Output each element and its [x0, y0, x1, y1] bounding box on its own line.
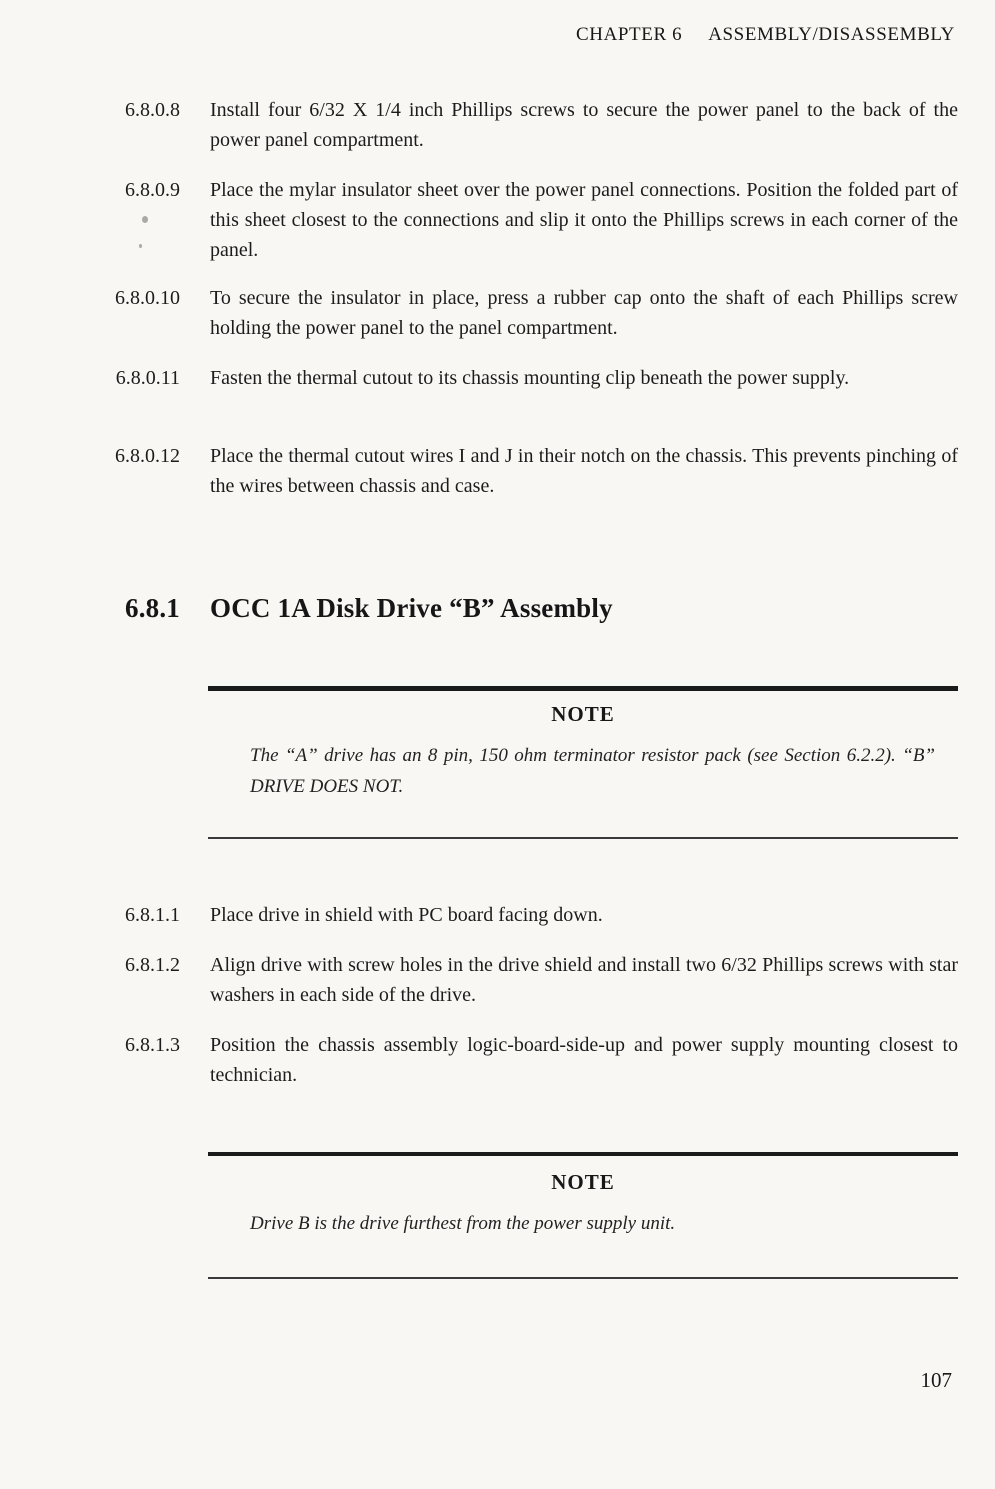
step-number: 6.8.0.12: [115, 445, 180, 467]
note-rule-bottom: [208, 1277, 958, 1279]
step-text: Fasten the thermal cutout to its chassis mounting clip beneath the power supply.: [210, 367, 850, 389]
running-header-title: ASSEMBLY/DISASSEMBLY: [708, 24, 955, 45]
note-text: Drive B is the drive furthest from the power supply unit.: [250, 1213, 676, 1234]
procedure-step: [0, 363, 958, 393]
procedure-step: [0, 1030, 958, 1090]
step-text: Align drive with screw holes in the drive shield and install two 6/32 Phillips screws with star washers in each side of the drive.: [210, 954, 958, 1006]
page-number: 107: [920, 1368, 952, 1392]
scan-artifact: [139, 244, 142, 248]
step-text: Install four 6/32 X 1/4 inch Phillips screws to secure the power panel to the back of the power panel compartment.: [210, 99, 958, 151]
procedure-step: [0, 900, 958, 930]
step-number: 6.8.0.8: [125, 99, 180, 121]
note-label: NOTE: [551, 702, 615, 726]
step-number: 6.8.0.10: [115, 287, 180, 309]
note-label: NOTE: [551, 1170, 615, 1194]
step-number: 6.8.1.2: [125, 954, 180, 976]
section-title: OCC 1A Disk Drive “B” Assembly: [210, 593, 613, 623]
note-rule-bottom: [208, 837, 958, 839]
section-heading: [0, 593, 958, 624]
note-rule-top: [208, 1152, 958, 1156]
note-text: The “A” drive has an 8 pin, 150 ohm terminator resistor pack (see Section 6.2.2). “B” DRIVE DOES NOT.: [250, 745, 935, 797]
step-text: Position the chassis assembly logic-board-side-up and power supply mounting closest to technician.: [210, 1034, 958, 1086]
step-text: Place the thermal cutout wires I and J in their notch on the chassis. This prevents pinching of the wires between chassis and case.: [210, 445, 958, 497]
section-number: 6.8.1: [125, 593, 180, 623]
step-text: To secure the insulator in place, press a rubber cap onto the shaft of each Phillips screw holding the power panel to the panel compartment.: [210, 287, 958, 339]
step-number: 6.8.1.3: [125, 1034, 180, 1056]
running-header-chapter: CHAPTER 6: [575, 24, 683, 45]
running-header: [576, 24, 955, 46]
step-number: 6.8.0.11: [115, 367, 180, 389]
step-number: 6.8.1.1: [125, 904, 180, 926]
scan-artifact: [142, 216, 148, 223]
procedure-step: [0, 950, 958, 1010]
step-text: Place the mylar insulator sheet over the power panel connections. Position the folded part of this sheet closest to the connections and slip it onto the Phillips screws in each corner of the panel.: [210, 179, 958, 261]
step-text: Place drive in shield with PC board facing down.: [210, 904, 603, 926]
step-number: 6.8.0.9: [125, 179, 180, 201]
procedure-step: [0, 95, 958, 155]
note-rule-top: [208, 686, 958, 691]
procedure-step: [0, 283, 958, 343]
procedure-step: [0, 441, 958, 501]
